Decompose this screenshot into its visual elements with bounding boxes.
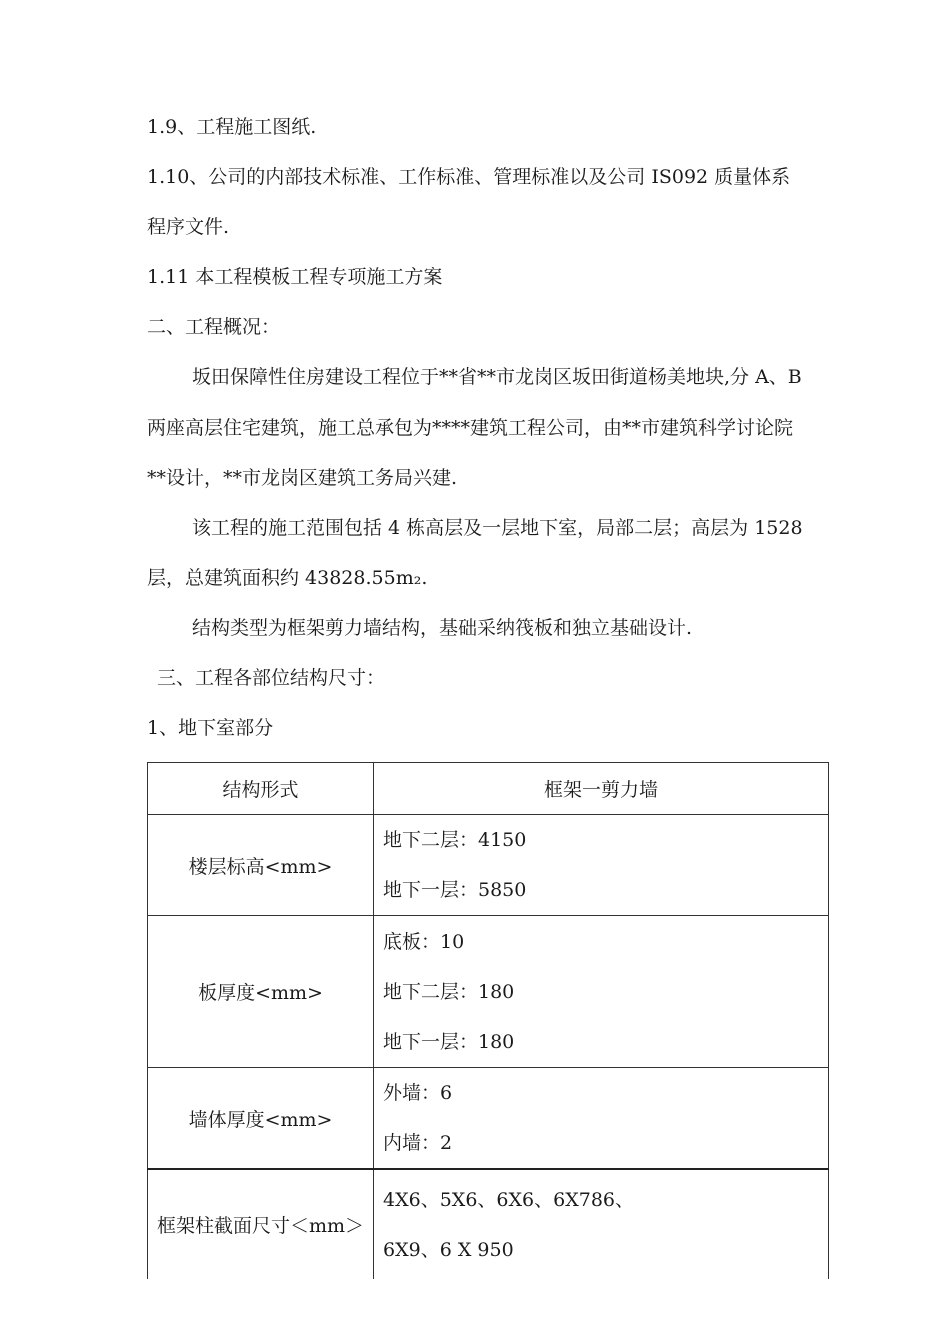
overview-para1-line1: 坂田保障性住房建设工程位于**省**市龙岗区坂田街道杨美地块,分 A、B [192, 366, 802, 388]
overview-para3: 结构类型为框架剪力墙结构，基础采纳筏板和独立基础设计. [192, 617, 693, 639]
row-label-wall-thickness: 墙体厚度<mm> [148, 1068, 374, 1170]
structure-dimensions-table [147, 762, 829, 1279]
overview-para1-line2: 两座高层住宅建筑，施工总承包为****建筑工程公司，由**市建筑科学讨论院 [147, 417, 794, 439]
subsection-basement: 1、地下室部分 [147, 717, 274, 739]
table-row [148, 1169, 829, 1279]
value-line: 内墙：2 [383, 1132, 453, 1154]
row-values-column-section [374, 1169, 829, 1279]
value-line: 地下二层：4150 [383, 829, 527, 851]
clause-1-10-line1: 1.10、公司的内部技术标准、工作标准、管理标准以及公司 IS092 质量体系 [147, 166, 791, 188]
table-header-row [148, 763, 829, 815]
section-2-heading: 二、工程概况： [147, 316, 281, 338]
clause-1-11: 1.11 本工程模板工程专项施工方案 [147, 266, 443, 288]
value-line: 6X9、6 X 950 [383, 1238, 514, 1261]
row-values-wall-thickness [374, 1068, 829, 1170]
value-line: 地下一层：180 [383, 1030, 515, 1053]
value-line: 底板：10 [383, 930, 465, 953]
table-row [148, 916, 829, 1068]
value-line: 地下一层：5850 [383, 879, 527, 901]
row-values-floor-elevation [374, 815, 829, 916]
overview-para1-line3: **设计，**市龙岗区建筑工务局兴建. [147, 467, 458, 489]
overview-para2-line1: 该工程的施工范围包括 4 栋高层及一层地下室，局部二层；高层为 1528 [192, 517, 803, 539]
value-line: 外墙：6 [383, 1082, 453, 1104]
clause-1-10-line2: 程序文件. [147, 216, 230, 238]
table-row [148, 1068, 829, 1170]
header-frame-shearwall: 框架一剪力墙 [374, 763, 829, 815]
row-values-slab-thickness [374, 916, 829, 1068]
section-3-heading: 三、工程各部位结构尺寸： [157, 667, 386, 689]
overview-para2-line2: 层，总建筑面积约 43828.55m₂. [147, 567, 428, 589]
header-structure-form: 结构形式 [148, 763, 374, 815]
value-line: 4X6、5X6、6X6、6X786、 [383, 1188, 634, 1211]
clause-1-9: 1.9、工程施工图纸. [147, 116, 317, 138]
row-label-slab-thickness: 板厚度<mm> [148, 916, 374, 1068]
row-label-floor-elevation: 楼层标高<mm> [148, 815, 374, 916]
row-label-column-section: 框架柱截面尺寸＜mm＞ [148, 1169, 374, 1279]
value-line: 地下二层：180 [383, 980, 515, 1003]
table-row [148, 815, 829, 916]
